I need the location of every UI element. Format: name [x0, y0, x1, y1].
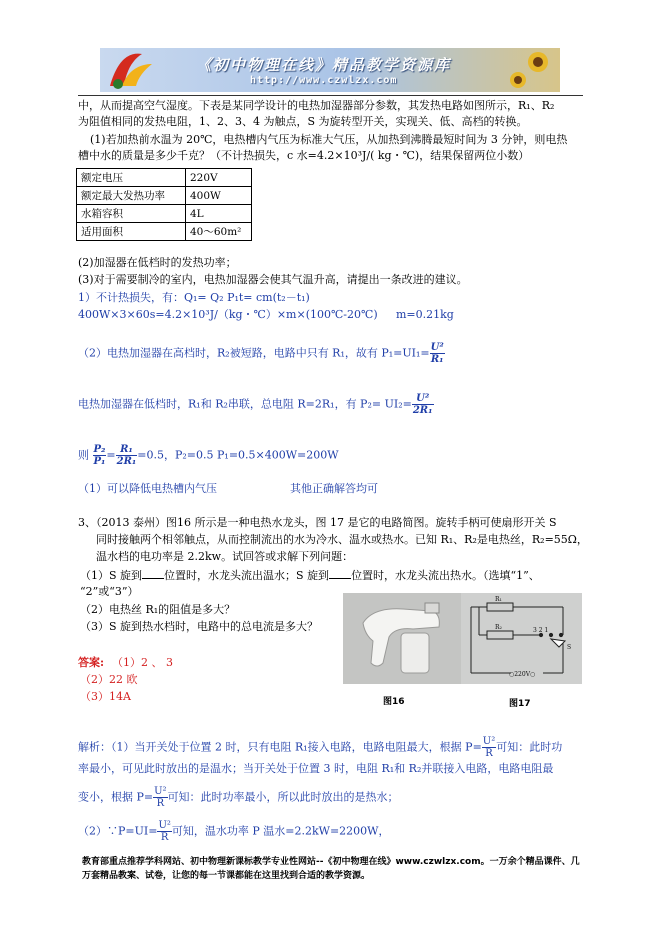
fraction-numerator: P₂ [93, 444, 106, 455]
spec-label: 额定电压 [77, 169, 186, 187]
answer-part2-line1-text: （2）电热加湿器在高档时，R₂被短路，电路中只有 R₁，故有 P₁=UI₁= [78, 346, 430, 360]
table-row [77, 169, 252, 187]
header-divider [78, 95, 583, 96]
fraction-u2-over-r [482, 736, 496, 759]
q3-sub3: （3）S 旋到热水档时，电路中的总电流是多大？ [80, 620, 319, 633]
footer-note: 教育部重点推荐学科网站、初中物理新课标教学专业性网站--《初中物理在线》www.czwlzx.com。一万余个精品课件、几万套精品教案、试卷，让您的每一节课都能在这里找到合适的教学资源。 [82, 857, 580, 881]
spec-value: 400W [186, 187, 252, 205]
answer-blank [329, 568, 351, 579]
fraction-numerator: U² [482, 736, 496, 747]
fraction-r1-over-2r1 [116, 444, 138, 467]
explanation-line4-a: （2）∵P=UI= [78, 824, 158, 838]
circuit-label-r2: R₂ [495, 624, 502, 631]
answer-part2-line3-prefix: 则 [78, 448, 89, 462]
fraction-u2-over-2r1 [412, 393, 434, 416]
faucet-image [363, 603, 439, 673]
q2-intro-line1: 中，从而提高空气湿度。下表是某同学设计的电热加湿器部分参数，其发热电路如图所示，R₁、R₂ [78, 99, 555, 112]
q3-sub1-options: “2”或“3”） [80, 585, 139, 598]
fraction-u2-over-r [153, 786, 167, 809]
answer-part1-result: m=0.21kg [396, 308, 454, 321]
fraction-denominator: 2R₁ [116, 456, 137, 467]
answer-part3-left: （1）可以降低电热槽内气压 [78, 482, 217, 495]
q3-line1: 3、（2013 泰州）图16 所示是一种电热水龙头，图 17 是它的电路简图。旋转手柄可使扇形开关 S [78, 516, 557, 529]
fraction-numerator: R₁ [116, 444, 138, 456]
circuit-label-voltage: ○220V○ [509, 671, 536, 678]
fraction-denominator: P₁ [93, 456, 106, 467]
fraction-denominator: 2R₁ [412, 405, 433, 416]
explanation-line4 [78, 820, 389, 843]
q2-part2: (2)加湿器在低档时的发热功率； [78, 256, 237, 269]
fraction-denominator: R [156, 798, 165, 809]
q2-part1-line1: (1)若加热前水温为 20℃，电热槽内气压为标准大气压，从加热到沸腾最短时间为 3 分钟，则电热 [90, 133, 568, 146]
table-row [77, 187, 252, 205]
figure-panel [343, 593, 582, 684]
circuit-diagram [471, 603, 565, 673]
spec-value: 40～60m² [186, 223, 252, 241]
table-row [77, 205, 252, 223]
header-url[interactable]: http://www.czwlzx.com [250, 75, 398, 86]
answer-part3-right: 其他正确解答均可 [290, 482, 378, 495]
q2-part1-line2: 槽中水的质量是多少千克？（不计热损失，c 水=4.2×10³J/( kg・℃)，结果保留两位小数） [78, 149, 530, 162]
q2-part3: (3)对于需要制冷的室内，电热加湿器会使其气温升高，请提出一条改进的建议。 [78, 273, 468, 286]
spec-label: 适用面积 [77, 223, 186, 241]
explanation-line4-b: 可知，温水功率 P 温水=2.2kW=2200W， [171, 824, 390, 838]
fraction-denominator: R₁ [430, 354, 444, 365]
q2-intro-line2: 为阻值相同的发热电阻，1、2、3、4 为触点，S 为旋转型开关，实现关、低、高档的转换。 [78, 115, 528, 128]
q3-sub1-c: 位置时，水龙头流出热水。（选填“1”、 [351, 569, 540, 582]
answer-part2-line3-text: =0.5，P₂=0.5 P₁=0.5×400W=200W [137, 448, 339, 462]
figure16-caption: 图16 [383, 697, 405, 707]
q3-line2: 同时接触两个相邻触点，从而控制流出的水为冷水、温水或热水。已知 R₁、R₂是电热丝，R₂=55Ω， [96, 533, 588, 546]
explanation-line2: 率最小，可见此时放出的是温水；当开关处于位置 3 时，电阻 R₁和 R₂并联接入电路，电路电阻最 [78, 762, 554, 775]
answer-part2-line2 [78, 393, 434, 416]
figure-graphic [343, 593, 582, 684]
spec-value: 4L [186, 205, 252, 223]
circuit-label-r1: R₁ [495, 596, 502, 603]
table-row [77, 223, 252, 241]
answer-1: （1）2 、 3 [112, 656, 173, 669]
fraction-p2-over-p1 [93, 444, 107, 467]
header-banner [100, 48, 560, 92]
fraction-numerator: U² [154, 786, 167, 797]
spec-label: 额定最大发热功率 [77, 187, 186, 205]
answer-part2-line3: 则 $\frac{\text{P₂}}{\text{P₁}}$ = $\frac{\text{R₁}}{\text{2R₁}}$ =0.5，P₂=0.5 P₁=0.5×400W=200W [78, 444, 339, 467]
answer-part1-line2: 400W×3×60s=4.2×10³J/（kg・℃）×m×(100℃-20℃) [78, 308, 378, 321]
explanation-line3-a: 变小，根据 P= [78, 790, 154, 804]
q3-sub2: （2）电热丝 R₁的阻值是多大？ [80, 603, 236, 616]
answer-part1-line1: 1）不计热损失，有：Q₁= Q₂ P₁t= cm(t₂－t₁) [78, 291, 310, 304]
fraction-numerator: U² [412, 393, 434, 405]
circuit-label-contacts: 3 2 1 [533, 627, 549, 634]
fraction-u2-over-r [157, 820, 171, 843]
header-title: 《初中物理在线》精品教学资源库 [196, 56, 452, 74]
answer-blank [142, 568, 164, 579]
circuit-label-switch: S [567, 644, 572, 651]
explanation-line1 [78, 736, 562, 759]
fraction-denominator: R [485, 748, 493, 759]
fraction-denominator: R [160, 832, 169, 843]
answer-2: （2）22 欧 [80, 673, 138, 686]
fraction-numerator: U² [430, 342, 444, 353]
explanation-line3 [78, 786, 399, 809]
q3-sub1-b: 位置时，水龙头流出温水；S 旋到 [164, 569, 330, 582]
explanation-line1-a: 解析：（1）当开关处于位置 2 时，只有电阻 R₁接入电路，电路电阻最大，根据 P= [78, 740, 482, 754]
fraction-u2-over-r1 [430, 342, 445, 365]
explanation-line1-b: 可知：此时功 [496, 740, 563, 754]
figure17-caption: 图17 [509, 699, 531, 709]
fraction-numerator: U² [158, 820, 171, 831]
q3-line3: 温水档的电功率是 2.2kw。试回答或求解下列问题： [96, 550, 354, 563]
answer-3: （3）14A [80, 690, 131, 703]
spec-table [76, 168, 252, 241]
q3-sub1 [80, 568, 540, 583]
answer-part2-line1 [78, 342, 445, 365]
answer-part2-line2-text: 电热加湿器在低档时，R₁和 R₂串联，总电阻 R=2R₁，有 P₂= UI₂= [78, 397, 412, 411]
spec-label: 水箱容积 [77, 205, 186, 223]
explanation-line3-b: 可知：此时功率最小，所以此时放出的是热水； [167, 790, 399, 804]
q3-sub1-a: （1）S 旋到 [80, 569, 143, 582]
answer-label: 答案: [78, 656, 105, 669]
spec-value: 220V [186, 169, 252, 187]
